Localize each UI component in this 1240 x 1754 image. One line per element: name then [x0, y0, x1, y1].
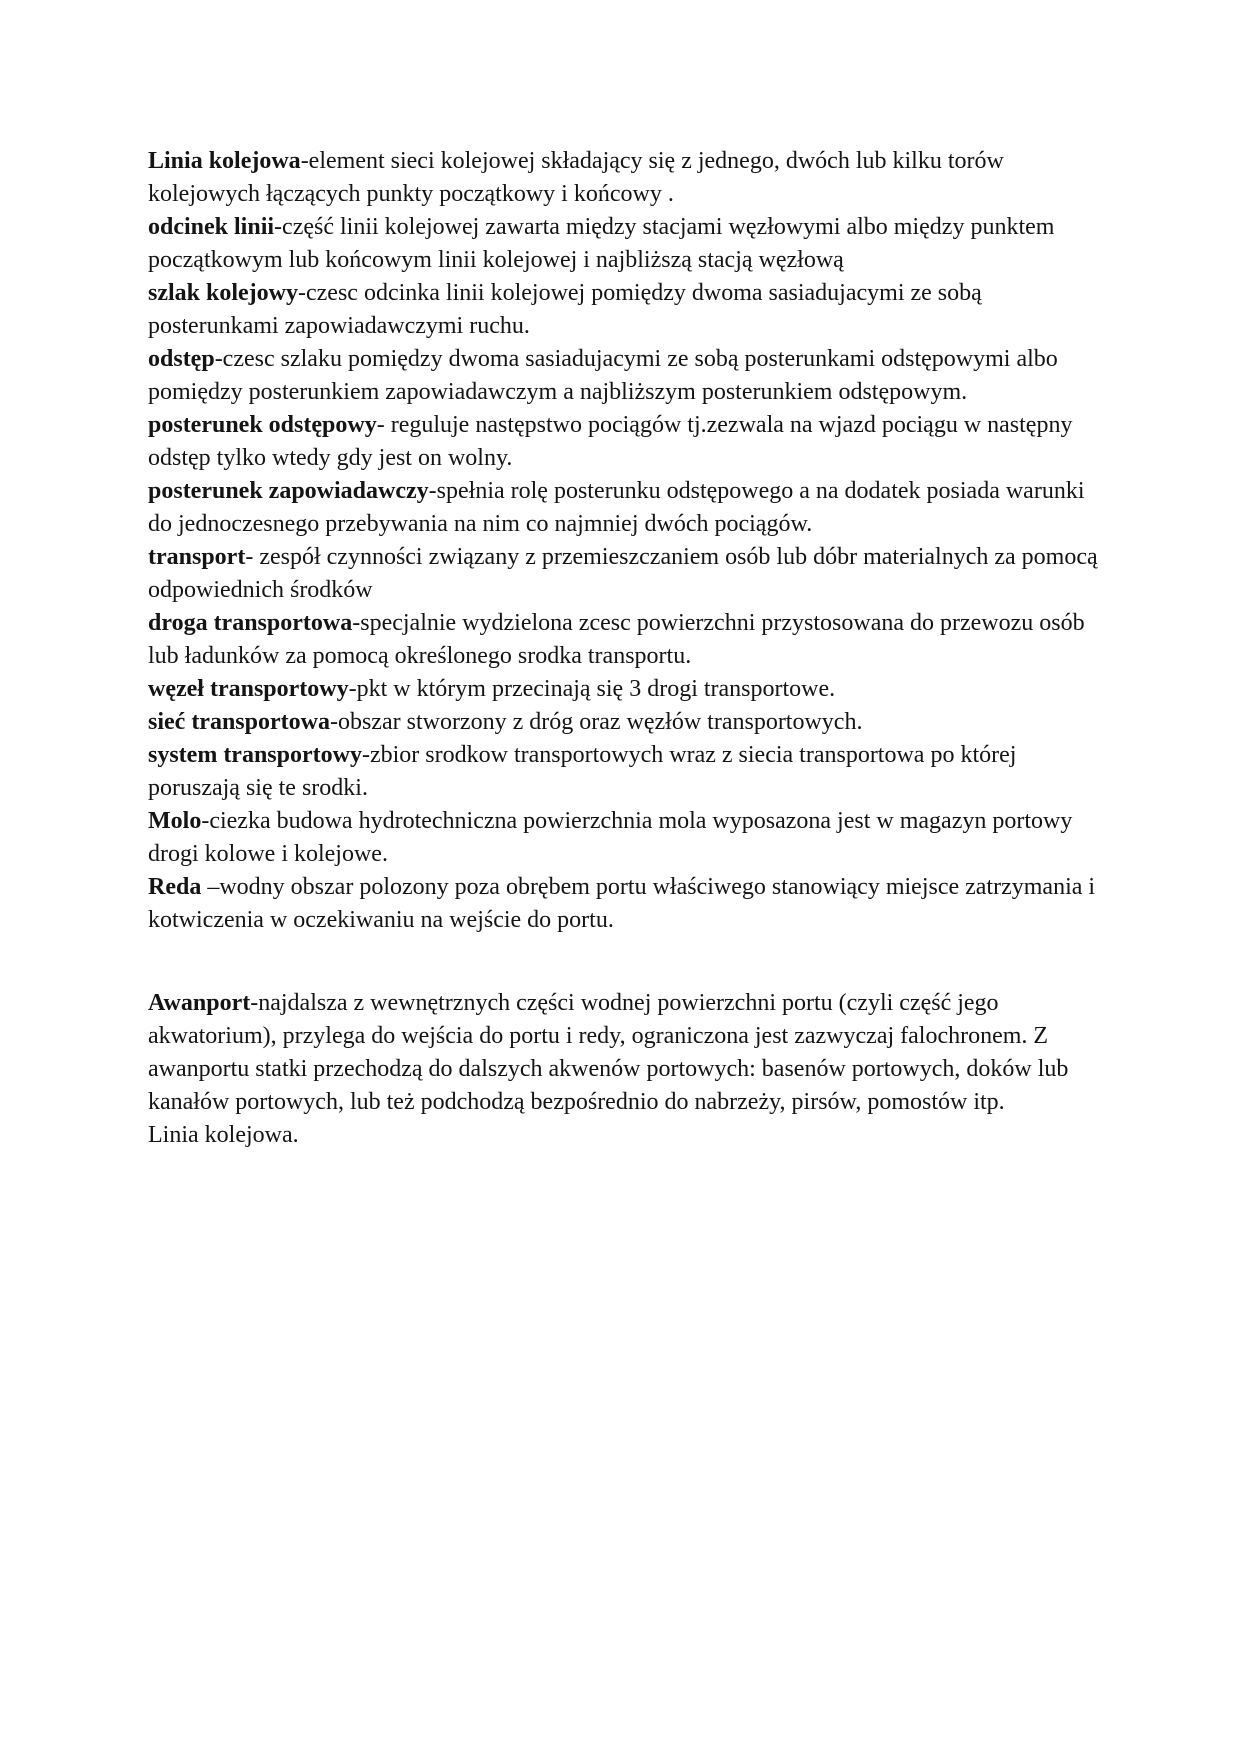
definition-system-transportowy	[148, 739, 1108, 805]
definition-term: transport	[148, 544, 246, 570]
definition-term: droga transportowa	[148, 610, 353, 636]
definition-text: - zespół czynności związany z przemieszczaniem osób lub dóbr materialnych za pomocą odpowiednich środków	[148, 544, 1098, 603]
definition-text: -obszar stworzony z dróg oraz węzłów transportowych.	[329, 709, 863, 735]
definition-term: Molo	[148, 808, 202, 834]
definition-term: węzeł transportowy	[148, 676, 349, 702]
definition-text: -czesc odcinka linii kolejowej pomiędzy dwoma sasiadujacymi ze sobą posterunkami zapowiadawczymi ruchu.	[148, 280, 982, 339]
definition-awanport	[148, 987, 1108, 1119]
definition-posterunek-zapowiadawczy	[148, 475, 1108, 541]
definition-text: -część linii kolejowej zawarta między stacjami węzłowymi albo między punktem początkowym lub końcowym linii kolejowej i najbliższą stacją węzłową	[148, 214, 1055, 273]
definition-text: -pkt w którym przecinają się 3 drogi transportowe.	[348, 676, 836, 702]
definition-szlak-kolejowy	[148, 277, 1108, 343]
definition-posterunek-odstepowy	[148, 409, 1108, 475]
document-body	[148, 145, 1108, 1152]
definition-text: - reguluje następstwo pociągów tj.zezwala na wjazd pociągu w następny odstęp tylko wtedy gdy jest on wolny.	[148, 412, 1073, 471]
definition-molo	[148, 805, 1108, 871]
definition-reda	[148, 871, 1108, 937]
definition-text: -element sieci kolejowej składający się z jednego, dwóch lub kilku torów kolejowych łączących punkty początkowy i końcowy .	[148, 148, 1004, 207]
definition-term: posterunek zapowiadawczy	[148, 478, 429, 504]
definition-text: -specjalnie wydzielona zcesc powierzchni przystosowana do przewozu osób lub ładunków za pomocą określonego srodka transportu.	[148, 610, 1085, 669]
trailing-line: Linia kolejowa.	[148, 1122, 299, 1148]
definition-term: szlak kolejowy	[148, 280, 298, 306]
definition-text: -czesc szlaku pomiędzy dwoma sasiadujacymi ze sobą posterunkami odstępowymi albo pomiędzy posterunkiem zapowiadawczym a najbliższym posterunkiem odstępowym.	[148, 346, 1058, 405]
definition-wezel-transportowy	[148, 673, 1108, 706]
definition-odstep	[148, 343, 1108, 409]
definition-term: Linia kolejowa	[148, 148, 301, 174]
definition-term: system transportowy	[148, 742, 362, 768]
definition-odcinek-linii	[148, 211, 1108, 277]
definition-linia-kolejowa	[148, 145, 1108, 211]
definition-text: -zbior srodkow transportowych wraz z siecia transportowa po której poruszają się te srodki.	[148, 742, 1017, 801]
definition-term: sieć transportowa	[148, 709, 330, 735]
definition-term: Awanport	[148, 990, 251, 1016]
definition-text: –wodny obszar polozony poza obrębem portu właściwego stanowiący miejsce zatrzymania i kotwiczenia w oczekiwaniu na wejście do portu.	[148, 874, 1096, 933]
definition-text: -spełnia rolę posterunku odstępowego a na dodatek posiada warunki do jednoczesnego przebywania na nim co najmniej dwóch pociągów.	[148, 478, 1085, 537]
definition-text: -najdalsza z wewnętrznych części wodnej powierzchni portu (czyli część jego akwatorium), przylega do wejścia do portu i redy, ograniczona jest zazwyczaj falochronem. Z awanportu statki przechodzą do dalszych akwenów portowych: basenów portowych, doków lub kanałów portowych, lub też podchodzą bezpośrednio do nabrzeży, pirsów, pomostów itp.	[148, 990, 1069, 1115]
definition-term: Reda	[148, 874, 202, 900]
definition-siec-transportowa	[148, 706, 1108, 739]
definition-transport	[148, 541, 1108, 607]
definition-term: odstęp	[148, 346, 215, 372]
definition-text: -ciezka budowa hydrotechniczna powierzchnia mola wyposazona jest w magazyn portowy drogi kolowe i kolejowe.	[148, 808, 1073, 867]
definition-term: odcinek linii	[148, 214, 275, 240]
definition-term: posterunek odstępowy	[148, 412, 377, 438]
paragraph-spacer	[148, 937, 1108, 987]
definition-droga-transportowa	[148, 607, 1108, 673]
